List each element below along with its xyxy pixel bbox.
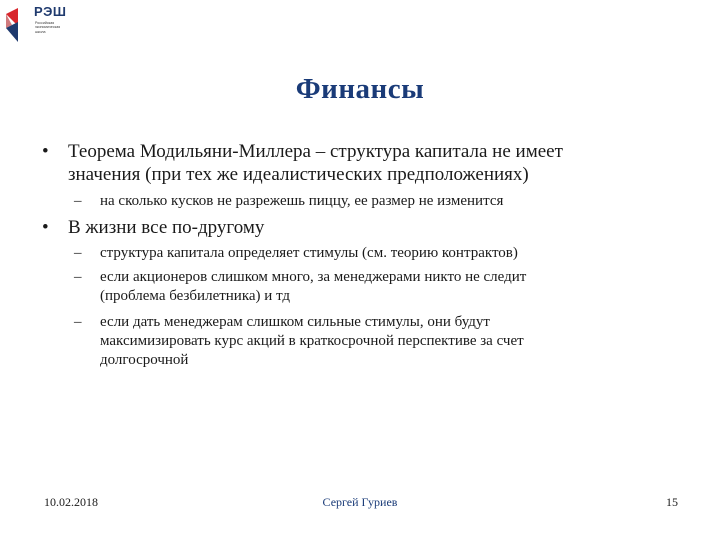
bullet-item <box>42 140 563 186</box>
sub-bullet-text-line: долгосрочной <box>100 352 189 368</box>
page-number: 15 <box>666 495 678 509</box>
sub-bullet-text-line: если акционеров слишком много, за менеджерами никто не следит <box>100 269 527 285</box>
bullet-glyph: • <box>42 217 49 238</box>
bullet-item <box>42 216 265 239</box>
footer-date: 10.02.2018 <box>44 495 98 509</box>
bullet-text-line: значения (при тех же идеалистических предположениях) <box>68 164 529 185</box>
sub-bullet-text-line: (проблема безбилетника) и тд <box>100 288 291 304</box>
logo-abbreviation: РЭШ <box>34 4 67 19</box>
sub-bullet-text-line: если дать менеджерам слишком сильные стимулы, они будут <box>100 314 490 330</box>
nes-logo-mark-icon <box>4 6 34 44</box>
sub-bullet-item <box>74 244 518 263</box>
logo-subtitle-line: экономическая <box>35 25 61 30</box>
dash-glyph: – <box>74 245 82 261</box>
bullet-text-line: Теорема Модильяни-Миллера – структура капитала не имеет <box>68 141 563 162</box>
logo-subtitle-line: школа <box>35 29 46 34</box>
sub-bullet-text-line: на сколько кусков не разрежешь пиццу, ее размер не изменится <box>100 193 504 209</box>
sub-bullet-text-line: структура капитала определяет стимулы (см. теорию контрактов) <box>100 245 518 261</box>
slide-title: Финансы <box>295 73 425 105</box>
sub-bullet-item <box>74 313 524 370</box>
logo-subtitle <box>35 21 81 34</box>
bullet-text-line: В жизни все по-другому <box>68 217 265 238</box>
dash-glyph: – <box>74 269 82 285</box>
sub-bullet-text-line: максимизировать курс акций в краткосрочной перспективе за счет <box>100 333 524 349</box>
logo-subtitle-line: Российская <box>35 21 55 25</box>
nes-logo <box>4 4 84 48</box>
dash-glyph: – <box>74 193 82 209</box>
sub-bullet-item <box>74 268 527 306</box>
footer-author: Сергей Гуриев <box>322 495 398 509</box>
sub-bullet-item <box>74 192 504 211</box>
bullet-glyph: • <box>42 141 49 162</box>
dash-glyph: – <box>74 314 82 330</box>
